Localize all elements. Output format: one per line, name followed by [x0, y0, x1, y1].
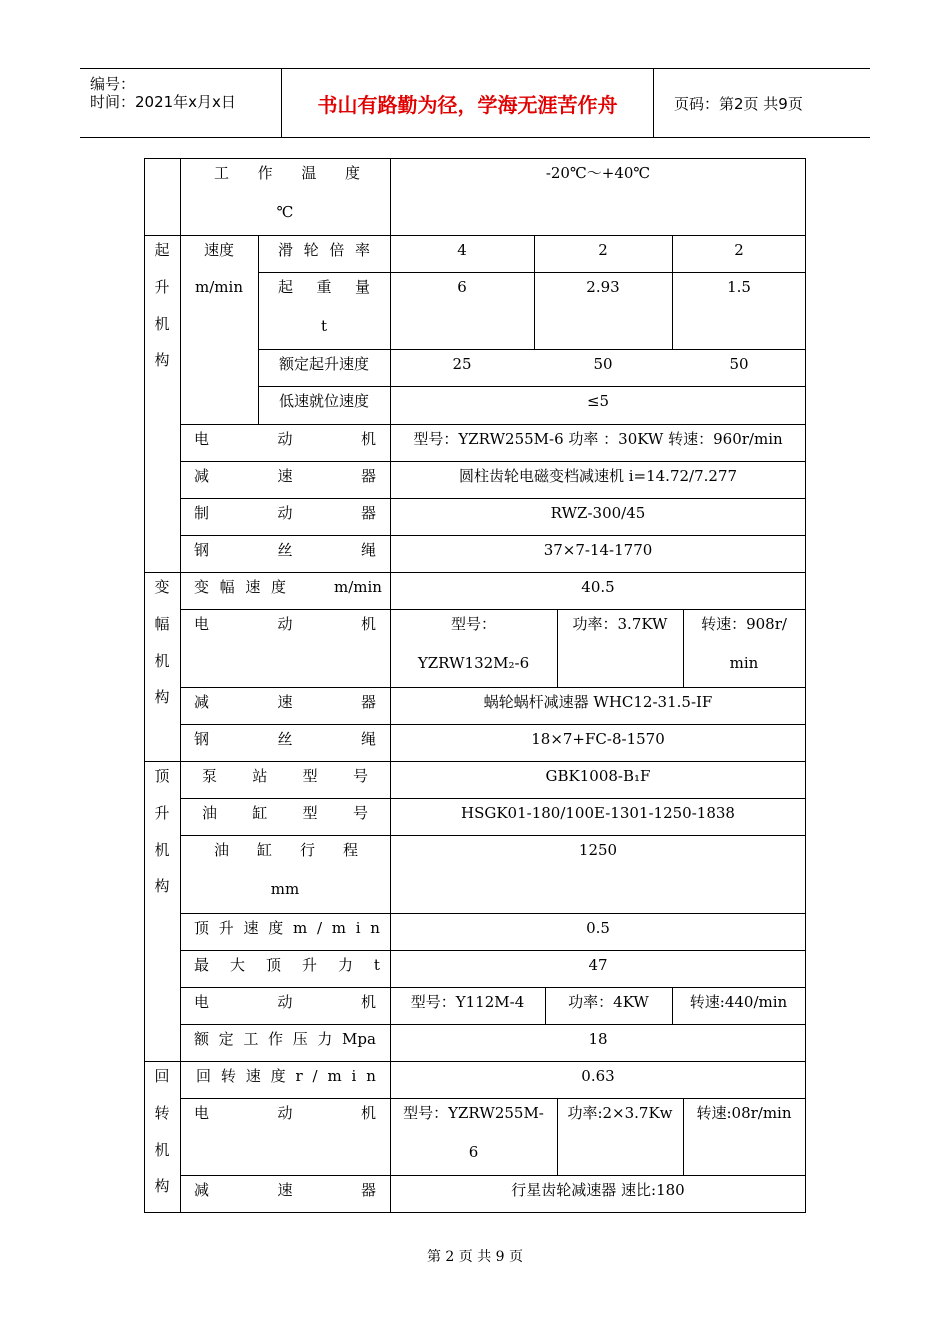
jacking-speed-value: 0.5 — [586, 919, 610, 937]
slewing-speed-value: 0.63 — [581, 1067, 615, 1085]
luffing-speed-label: 变 幅 速 度 — [194, 578, 286, 596]
luffing-section-char-1: 变 — [154, 578, 170, 596]
luffing-rope-value: 18×7+FC-8-1570 — [531, 730, 665, 748]
pulley-ratio-3: 2 — [734, 241, 744, 259]
hoist-speed-unit: m/min — [195, 278, 243, 296]
page-header — [80, 68, 870, 138]
time-label: 时间：2021年x月x日 — [90, 93, 236, 111]
pulley-ratio-1: 4 — [457, 241, 467, 259]
slewing-section-char-2: 转 — [154, 1104, 170, 1122]
slewing-reducer-label: 减 速 器 — [194, 1181, 376, 1199]
rated-pressure-label: 额 定 工 作 压 力 Mpa — [194, 1030, 376, 1048]
luffing-reducer-value: 蜗轮蜗杆减速器 WHC12-31.5-IF — [483, 693, 713, 711]
cylinder-label: 油 缸 型 号 — [202, 804, 368, 822]
slewing-motor-model-1: 型号：YZRW255M- — [403, 1104, 544, 1122]
hoist-motor-value: 型号：YZRW255M-6 功率 ：30KW 转速：960r/min — [413, 430, 783, 448]
work-temp-value: -20℃～+40℃ — [545, 164, 651, 182]
slewing-section-char-1: 回 — [154, 1067, 170, 1085]
stroke-unit: mm — [270, 880, 300, 898]
low-speed-value: ≤5 — [586, 392, 610, 410]
hoist-reducer-value: 圆柱齿轮电磁变档减速机 i=14.72/7.277 — [458, 467, 738, 485]
hoist-section-char-3: 机 — [154, 315, 170, 333]
low-speed-label: 低速就位速度 — [278, 392, 369, 410]
rated-speed-2: 50 — [593, 355, 613, 373]
rated-pressure-value: 18 — [588, 1030, 608, 1048]
jacking-motor-label: 电 动 机 — [194, 993, 376, 1011]
stroke-label: 油 缸 行 程 — [214, 841, 358, 859]
jacking-section-char-4: 构 — [154, 877, 170, 895]
luffing-rope-label: 钢 丝 绳 — [194, 730, 376, 748]
luffing-motor-speed-1: 转速：908r/ — [701, 615, 787, 633]
spec-table — [144, 158, 806, 1213]
hoist-rope-value: 37×7-14-1770 — [543, 541, 653, 559]
jacking-motor-power: 功率：4KW — [568, 993, 649, 1011]
page-footer: 第 2 页 共 9 页 — [426, 1249, 524, 1265]
luffing-motor-model-1: 型号： — [450, 615, 496, 633]
jacking-motor-model: 型号：Y112M-4 — [410, 993, 525, 1011]
luffing-section-char-4: 构 — [154, 688, 170, 706]
slewing-motor-label: 电 动 机 — [194, 1104, 376, 1122]
luffing-speed-unit: m/min — [334, 578, 382, 596]
slewing-motor-power: 功率:2×3.7Kw — [567, 1104, 673, 1122]
slewing-section-char-3: 机 — [154, 1141, 170, 1159]
slewing-motor-model-2: 6 — [468, 1143, 479, 1161]
slewing-speed-label: 回 转 速 度 r / m i n — [196, 1067, 376, 1085]
luffing-motor-model-2: YZRW132M₂-6 — [417, 654, 530, 672]
pulley-ratio-2: 2 — [598, 241, 608, 259]
jacking-speed-label: 顶 升 速 度 m / m i n — [194, 919, 380, 937]
pump-label: 泵 站 型 号 — [202, 767, 368, 785]
jacking-force-label: 最 大 顶 升 力 t — [194, 956, 380, 974]
jacking-force-value: 47 — [588, 956, 608, 974]
number-label: 编号： — [90, 75, 136, 93]
hoist-motor-label: 电 动 机 — [194, 430, 376, 448]
cylinder-value: HSGK01-180/100E-1301-1250-1838 — [461, 804, 735, 822]
luffing-motor-label: 电 动 机 — [194, 615, 376, 633]
brake-label: 制 动 器 — [194, 504, 376, 522]
hoist-rope-label: 钢 丝 绳 — [194, 541, 376, 559]
hoist-reducer-label: 减 速 器 — [194, 467, 376, 485]
header-motto: 书山有路勤为径，学海无涯苦作舟 — [282, 69, 654, 137]
luffing-motor-power: 功率：3.7KW — [572, 615, 668, 633]
lifting-load-2: 2.93 — [586, 278, 620, 296]
hoist-section-char-2: 升 — [154, 278, 170, 296]
header-meta — [80, 69, 282, 137]
pump-value: GBK1008-B₁F — [545, 767, 651, 785]
lifting-load-1: 6 — [457, 278, 467, 296]
rated-speed-label: 额定起升速度 — [278, 355, 369, 373]
jacking-motor-speed: 转速:440/min — [689, 993, 788, 1011]
jacking-section-char-3: 机 — [154, 841, 170, 859]
luffing-section-char-3: 机 — [154, 652, 170, 670]
hoist-section-char-1: 起 — [154, 241, 170, 259]
work-temp-unit: ℃ — [276, 203, 294, 221]
stroke-value: 1250 — [578, 841, 618, 859]
work-temp-label: 工 作 温 度 — [214, 164, 360, 182]
slewing-reducer-value: 行星齿轮减速器 速比:180 — [511, 1181, 685, 1199]
slewing-section-char-4: 构 — [154, 1177, 170, 1195]
hoist-speed-label: 速度 — [203, 241, 234, 259]
hoist-section-char-4: 构 — [154, 351, 170, 369]
lifting-load-label: 起 重 量 — [278, 278, 370, 296]
pulley-ratio-label: 滑 轮 倍 率 — [278, 241, 370, 259]
jacking-section-char-2: 升 — [154, 804, 170, 822]
lifting-load-unit: t — [320, 317, 328, 335]
luffing-section-char-2: 幅 — [154, 615, 170, 633]
luffing-motor-speed-2: min — [729, 654, 759, 672]
luffing-reducer-label: 减 速 器 — [194, 693, 376, 711]
brake-value: RWZ-300/45 — [550, 504, 646, 522]
header-page-info: 页码：第2页 共9页 — [674, 94, 803, 113]
jacking-section-char-1: 顶 — [154, 767, 170, 785]
rated-speed-3: 50 — [729, 355, 749, 373]
luffing-speed-value: 40.5 — [581, 578, 615, 596]
lifting-load-3: 1.5 — [727, 278, 751, 296]
rated-speed-1: 25 — [452, 355, 472, 373]
slewing-motor-speed: 转速:08r/min — [696, 1104, 792, 1122]
